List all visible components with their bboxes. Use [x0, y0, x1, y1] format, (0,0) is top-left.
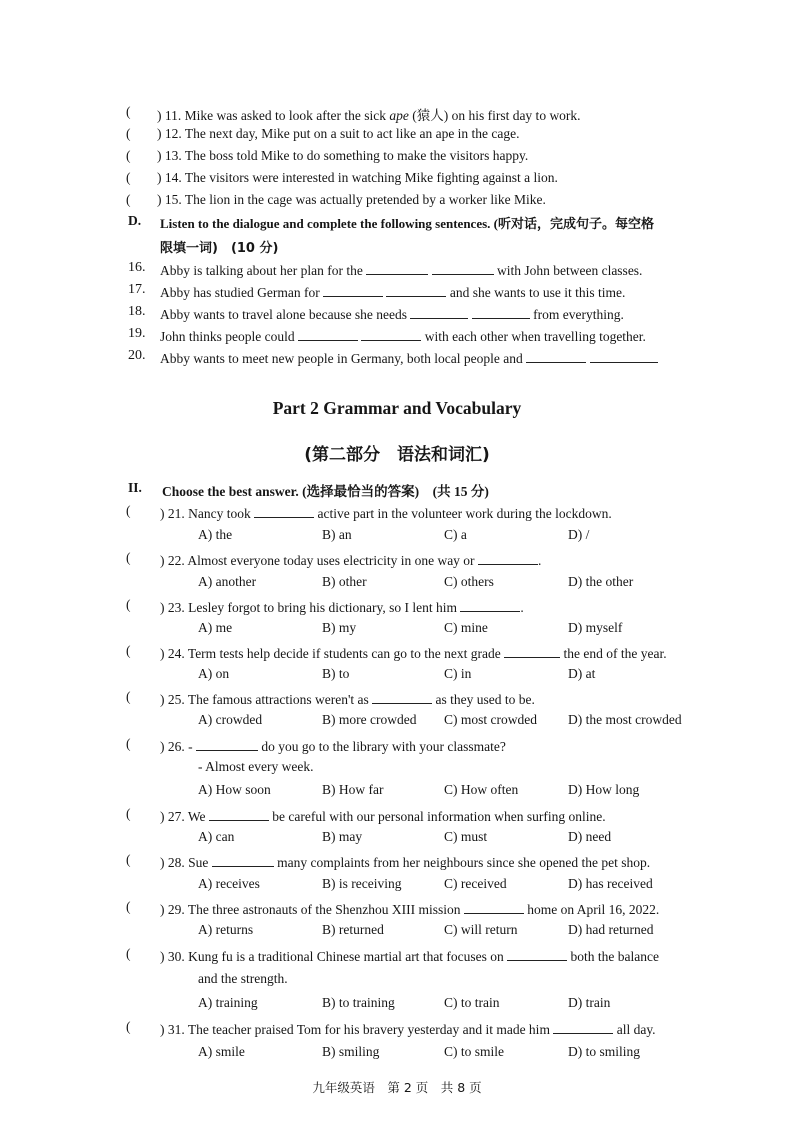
mc-item-22	[0, 550, 794, 572]
option-b[interactable]: B) an	[322, 527, 352, 542]
item-number: ) 11.	[157, 108, 182, 123]
item-text: and the strength.	[198, 971, 288, 986]
item-text: Kung fu is a traditional Chinese martial art that focuses on	[188, 949, 504, 964]
mc-item-31	[0, 1019, 794, 1041]
section-instruction-cont: 限填一词) (10 分)	[160, 241, 279, 256]
item-number: ) 29.	[160, 902, 185, 917]
answer-blank[interactable]	[361, 326, 421, 341]
item-text: The three astronauts of the Shenzhou XIII mission	[187, 902, 461, 917]
mc-options-28	[0, 876, 794, 898]
item-number: ) 12.	[157, 126, 182, 141]
option-a[interactable]: A) can	[198, 829, 235, 844]
item-text: The next day, Mike put on a suit to act like an ape in the cage.	[184, 126, 520, 141]
item-text: be careful with our personal information when surfing online.	[272, 809, 606, 824]
item-number: ) 24.	[160, 646, 185, 661]
answer-blank[interactable]	[464, 899, 524, 914]
option-c[interactable]: C) How often	[444, 782, 519, 797]
item-number: ) 21.	[160, 506, 185, 521]
item-text: from everything.	[533, 307, 624, 322]
option-a[interactable]: A) smile	[198, 1044, 245, 1059]
item-text: The famous attractions weren't as	[187, 692, 369, 707]
item-text: Abby wants to travel alone because she needs	[160, 307, 408, 322]
option-b[interactable]: B) more crowded	[322, 712, 417, 727]
item-text: as they used to be.	[435, 692, 535, 707]
item-text: .	[520, 600, 524, 615]
mc-item-23	[0, 597, 794, 619]
item-text: John thinks people could	[160, 329, 295, 344]
mc-item-26	[0, 736, 794, 758]
option-c[interactable]: C) most crowded	[444, 712, 537, 727]
item-text: do you go to the library with your classmate?	[261, 739, 506, 754]
option-c[interactable]: C) in	[444, 666, 472, 681]
answer-blank[interactable]	[507, 946, 567, 961]
item-text: .	[537, 553, 542, 568]
option-b[interactable]: B) to	[322, 666, 350, 681]
option-b[interactable]: B) other	[322, 574, 367, 589]
item-text: both the balance	[570, 949, 660, 964]
option-a[interactable]: A) on	[198, 666, 230, 681]
fill-item-18	[0, 304, 794, 326]
option-d[interactable]: D) has received	[568, 876, 653, 891]
item-text: and she wants to use it this time.	[449, 285, 626, 300]
mc-item-25	[0, 689, 794, 711]
option-a[interactable]: A) the	[198, 527, 233, 542]
item-number: ) 30.	[160, 949, 185, 964]
item-text: The teacher praised Tom for his bravery yesterday and it made him	[187, 1022, 550, 1037]
item-text: home on April 16, 2022.	[527, 902, 660, 917]
item-text: all day.	[616, 1022, 656, 1037]
section-letter: D.	[128, 213, 142, 228]
option-d[interactable]: D) to smiling	[568, 1044, 641, 1059]
option-d[interactable]: D) had returned	[568, 922, 654, 937]
option-c[interactable]: C) to smile	[444, 1044, 504, 1059]
mc-options-27	[0, 829, 794, 851]
mc-item-24	[0, 643, 794, 665]
answer-paren: (	[126, 689, 131, 704]
tf-item-15	[0, 192, 794, 214]
option-d[interactable]: D) at	[568, 666, 596, 681]
answer-paren: (	[126, 1019, 131, 1034]
option-d[interactable]: D) the most crowded	[568, 712, 682, 727]
mc-item-26-reply	[0, 759, 794, 781]
answer-paren: (	[126, 148, 131, 163]
option-b[interactable]: B) returned	[322, 922, 384, 937]
item-text: The lion in the cage was actually pretended by a worker like Mike.	[184, 192, 546, 207]
tf-item-13	[0, 148, 794, 170]
option-a[interactable]: A) How soon	[198, 782, 271, 797]
answer-blank[interactable]	[196, 736, 258, 751]
item-text: Nancy took	[188, 506, 251, 521]
option-c[interactable]: C) to train	[444, 995, 500, 1010]
item-emphasis: ape	[389, 108, 409, 123]
answer-paren: (	[126, 503, 131, 518]
mc-options-24	[0, 666, 794, 688]
answer-paren: (	[126, 946, 131, 961]
option-d[interactable]: D) need	[568, 829, 612, 844]
mc-options-22	[0, 574, 794, 596]
option-d[interactable]: D) How long	[568, 782, 640, 797]
option-a[interactable]: A) me	[198, 620, 233, 635]
mc-options-25	[0, 712, 794, 734]
answer-blank[interactable]	[209, 806, 269, 821]
answer-blank[interactable]	[590, 348, 658, 363]
answer-blank[interactable]	[372, 689, 432, 704]
option-c[interactable]: C) will return	[444, 922, 518, 937]
tf-item-14	[0, 170, 794, 192]
mc-item-27	[0, 806, 794, 828]
fill-item-19	[0, 326, 794, 348]
item-number: 17.	[128, 282, 146, 297]
item-text: active part in the volunteer work during the lockdown.	[317, 506, 612, 521]
answer-paren: (	[126, 806, 131, 821]
item-text: Abby has studied German for	[160, 285, 320, 300]
item-text: with John between classes.	[496, 263, 643, 278]
item-text: the end of the year.	[563, 646, 667, 661]
mc-item-21	[0, 503, 794, 525]
answer-blank[interactable]	[472, 304, 530, 319]
tf-item-12	[0, 126, 794, 148]
answer-blank[interactable]	[254, 503, 314, 518]
tf-item-11	[0, 104, 794, 126]
answer-blank[interactable]	[366, 260, 428, 275]
section-ii-heading	[0, 480, 794, 502]
item-text: Term tests help decide if students can go to the next grade	[187, 646, 501, 661]
option-a[interactable]: A) another	[198, 574, 257, 589]
item-text: Almost everyone today uses electricity in one way or	[187, 553, 475, 568]
section-d-heading	[0, 213, 794, 235]
option-a[interactable]: A) training	[198, 995, 258, 1010]
answer-blank[interactable]	[526, 348, 586, 363]
answer-blank[interactable]	[410, 304, 468, 319]
option-d[interactable]: D) /	[568, 527, 590, 542]
answer-blank[interactable]	[212, 852, 274, 867]
item-text: Mike was asked to look after the sick	[184, 108, 390, 123]
option-c[interactable]: C) received	[444, 876, 507, 891]
item-text: The visitors were interested in watching Mike fighting against a lion.	[184, 170, 558, 185]
item-number: ) 25.	[160, 692, 185, 707]
page-footer: 九年级英语 第 2 页 共 8 页	[312, 1080, 482, 1095]
section-instruction: Choose the best answer. (选择最恰当的答案) (共 15 分)	[162, 484, 489, 499]
item-text: -	[188, 739, 193, 754]
mc-options-29	[0, 922, 794, 944]
item-number: ) 31.	[160, 1022, 185, 1037]
answer-blank[interactable]	[323, 282, 383, 297]
mc-item-30-cont	[0, 971, 794, 993]
answer-blank[interactable]	[553, 1019, 613, 1034]
option-a[interactable]: A) returns	[198, 922, 254, 937]
answer-paren: (	[126, 550, 131, 565]
item-text: Abby is talking about her plan for the	[160, 263, 363, 278]
item-number: ) 26.	[160, 739, 185, 754]
mc-item-28	[0, 852, 794, 874]
answer-paren: (	[126, 192, 131, 207]
item-text: Sue	[188, 855, 209, 870]
option-b[interactable]: B) my	[322, 620, 357, 635]
item-text: Lesley forgot to bring his dictionary, so I lent him	[188, 600, 457, 615]
answer-blank[interactable]	[460, 597, 520, 612]
item-text: with each other when travelling together.	[424, 329, 646, 344]
item-text: many complaints from her neighbours since she opened the pet shop.	[277, 855, 651, 870]
mc-item-30	[0, 946, 794, 968]
option-a[interactable]: A) crowded	[198, 712, 263, 727]
answer-paren: (	[126, 899, 131, 914]
item-number: 20.	[128, 348, 146, 363]
mc-item-29	[0, 899, 794, 921]
item-text: (猿人) on his first day to work.	[408, 108, 581, 123]
option-c[interactable]: C) must	[444, 829, 488, 844]
part-subtitle: (第二部分 语法和词汇)	[304, 445, 490, 465]
option-a[interactable]: A) receives	[198, 876, 260, 891]
option-d[interactable]: D) the other	[568, 574, 634, 589]
answer-blank[interactable]	[478, 550, 538, 565]
answer-blank[interactable]	[432, 260, 494, 275]
answer-blank[interactable]	[386, 282, 446, 297]
mc-options-31	[0, 1044, 794, 1066]
section-number: II.	[128, 480, 142, 495]
option-c[interactable]: C) mine	[444, 620, 488, 635]
option-d[interactable]: D) myself	[568, 620, 623, 635]
answer-paren: (	[126, 597, 131, 612]
mc-options-23	[0, 620, 794, 642]
item-number: ) 15.	[157, 192, 182, 207]
option-b[interactable]: B) to training	[322, 995, 395, 1010]
item-number: 16.	[128, 260, 146, 275]
option-b[interactable]: B) smiling	[322, 1044, 380, 1059]
item-number: ) 22.	[160, 553, 185, 568]
option-b[interactable]: B) may	[322, 829, 363, 844]
option-b[interactable]: B) is receiving	[322, 876, 402, 891]
item-number: ) 23.	[160, 600, 185, 615]
fill-item-20	[0, 348, 794, 370]
mc-options-21	[0, 527, 794, 549]
item-text: - Almost every week.	[198, 759, 314, 774]
answer-blank[interactable]	[504, 643, 560, 658]
answer-paren: (	[126, 170, 131, 185]
item-number: 19.	[128, 326, 146, 341]
section-d-heading-2	[0, 237, 794, 259]
section-instruction: Listen to the dialogue and complete the following sentences. (听对话，完成句子。每空格	[160, 216, 654, 231]
option-b[interactable]: B) How far	[322, 782, 384, 797]
answer-paren: (	[126, 126, 131, 141]
item-text: The boss told Mike to do something to make the visitors happy.	[184, 148, 529, 163]
mc-options-30	[0, 995, 794, 1017]
item-text: We	[187, 809, 206, 824]
option-c[interactable]: C) a	[444, 527, 467, 542]
mc-options-26	[0, 782, 794, 804]
option-d[interactable]: D) train	[568, 995, 611, 1010]
fill-item-17	[0, 282, 794, 304]
answer-paren: (	[126, 736, 131, 751]
answer-paren: (	[126, 852, 131, 867]
answer-blank[interactable]	[298, 326, 358, 341]
part-title: Part 2 Grammar and Vocabulary	[272, 398, 522, 418]
answer-paren: (	[126, 104, 131, 119]
item-number: 18.	[128, 304, 146, 319]
fill-item-16	[0, 260, 794, 282]
item-number: ) 14.	[157, 170, 182, 185]
item-number: ) 13.	[157, 148, 182, 163]
item-number: ) 28.	[160, 855, 185, 870]
option-c[interactable]: C) others	[444, 574, 494, 589]
item-text: Abby wants to meet new people in Germany, both local people and	[160, 351, 523, 366]
item-number: ) 27.	[160, 809, 185, 824]
answer-paren: (	[126, 643, 131, 658]
